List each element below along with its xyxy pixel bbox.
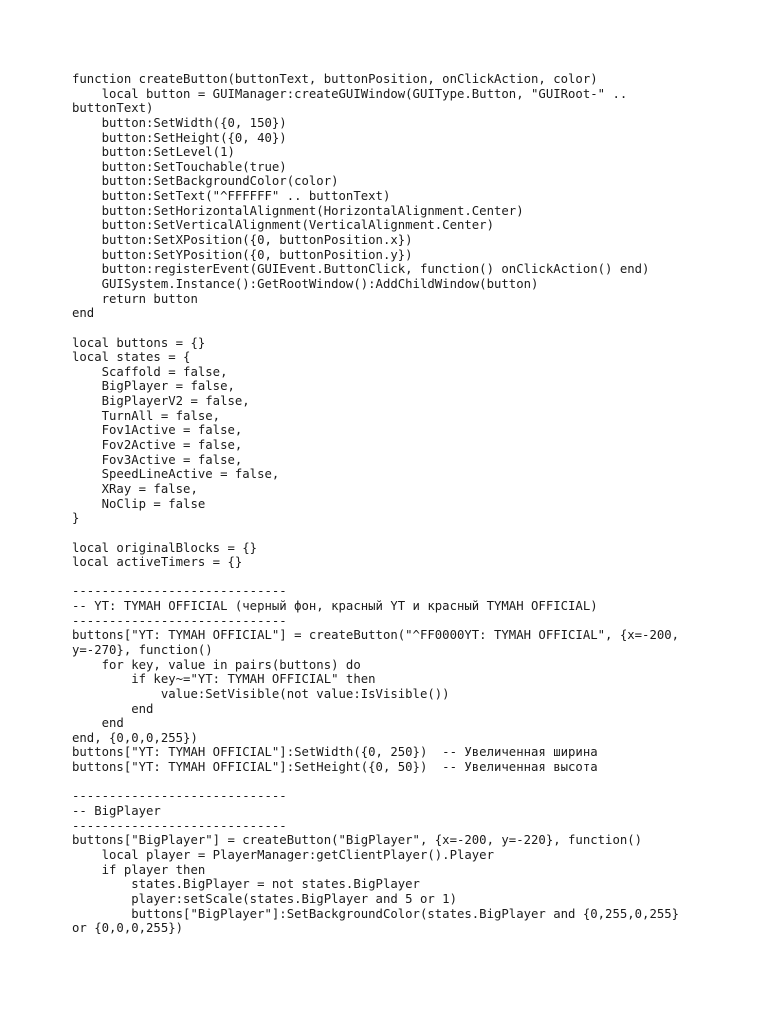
code-line: SpeedLineActive = false, xyxy=(72,467,280,482)
code-line: TurnAll = false, xyxy=(72,408,221,423)
code-line xyxy=(72,775,712,790)
code-line: buttons["YT: TYMAH OFFICIAL"]:SetHeight({0, 50}) -- Увеличенная высота xyxy=(72,760,598,775)
code-line: for key, value in pairs(buttons) do xyxy=(72,657,361,672)
code-line: Fov3Active = false, xyxy=(72,452,243,467)
code-line: BigPlayerV2 = false, xyxy=(72,394,250,409)
code-line: Fov1Active = false, xyxy=(72,423,243,438)
code-line: local states = { xyxy=(72,350,191,365)
code-line: XRay = false, xyxy=(72,481,198,496)
code-line xyxy=(72,570,712,585)
code-line: button:registerEvent(GUIEvent.ButtonClick, function() onClickAction() end) xyxy=(72,262,650,277)
code-line: if key~="YT: TYMAH OFFICIAL" then xyxy=(72,672,376,687)
code-line: y=-270}, function() xyxy=(72,642,213,657)
code-line: buttonText) xyxy=(72,101,154,116)
code-line: button:SetText("^FFFFFF" .. buttonText) xyxy=(72,189,391,204)
code-line: ----------------------------- xyxy=(72,584,287,599)
code-line: buttons["BigPlayer"]:SetBackgroundColor(states.BigPlayer and {0,255,0,255} xyxy=(72,906,680,921)
code-line: GUISystem.Instance():GetRootWindow():AddChildWindow(button) xyxy=(72,276,539,291)
code-line: button:SetHeight({0, 40}) xyxy=(72,130,287,145)
code-line: -- YT: TYMAH OFFICIAL (черный фон, красный YT и красный TYMAH OFFICIAL) xyxy=(72,599,598,614)
code-line: button:SetLevel(1) xyxy=(72,145,235,160)
code-line: NoClip = false xyxy=(72,496,206,511)
code-line: buttons["BigPlayer"] = createButton("BigPlayer", {x=-200, y=-220}, function() xyxy=(72,833,643,848)
code-line: -- BigPlayer xyxy=(72,804,161,819)
code-line: end xyxy=(72,716,124,731)
code-line: } xyxy=(72,511,80,526)
code-line: button:SetVerticalAlignment(VerticalAlignment.Center) xyxy=(72,218,494,233)
code-line: states.BigPlayer = not states.BigPlayer xyxy=(72,877,420,892)
code-line: Fov2Active = false, xyxy=(72,438,243,453)
code-line: local player = PlayerManager:getClientPlayer().Player xyxy=(72,847,494,862)
code-line: or {0,0,0,255}) xyxy=(72,921,184,936)
code-line: end xyxy=(72,701,154,716)
code-line: local button = GUIManager:createGUIWindow(GUIType.Button, "GUIRoot-" .. xyxy=(72,86,628,101)
code-line: button:SetHorizontalAlignment(HorizontalAlignment.Center) xyxy=(72,203,524,218)
code-listing xyxy=(72,72,712,936)
code-line xyxy=(72,321,712,336)
code-line: local originalBlocks = {} xyxy=(72,540,258,555)
code-line: end xyxy=(72,306,95,321)
code-line: return button xyxy=(72,291,198,306)
code-line: ----------------------------- xyxy=(72,818,287,833)
code-line: button:SetTouchable(true) xyxy=(72,159,287,174)
code-line: button:SetXPosition({0, buttonPosition.x}) xyxy=(72,233,413,248)
code-line: local buttons = {} xyxy=(72,335,206,350)
code-line: button:SetBackgroundColor(color) xyxy=(72,174,339,189)
code-line: buttons["YT: TYMAH OFFICIAL"]:SetWidth({0, 250}) -- Увеличенная ширина xyxy=(72,745,598,760)
code-line: ----------------------------- xyxy=(72,789,287,804)
code-line: function createButton(buttonText, buttonPosition, onClickAction, color) xyxy=(72,72,598,86)
code-line: ----------------------------- xyxy=(72,613,287,628)
code-line: buttons["YT: TYMAH OFFICIAL"] = createButton("^FF0000YT: TYMAH OFFICIAL", {x=-200, xyxy=(72,628,680,643)
code-line: Scaffold = false, xyxy=(72,364,228,379)
code-line: BigPlayer = false, xyxy=(72,379,235,394)
code-line: button:SetYPosition({0, buttonPosition.y}) xyxy=(72,247,413,262)
code-line: if player then xyxy=(72,862,206,877)
code-line: end, {0,0,0,255}) xyxy=(72,730,198,745)
code-line: local activeTimers = {} xyxy=(72,555,243,570)
code-line: value:SetVisible(not value:IsVisible()) xyxy=(72,686,450,701)
code-line: button:SetWidth({0, 150}) xyxy=(72,115,287,130)
code-line xyxy=(72,526,712,541)
code-line: player:setScale(states.BigPlayer and 5 or 1) xyxy=(72,891,457,906)
